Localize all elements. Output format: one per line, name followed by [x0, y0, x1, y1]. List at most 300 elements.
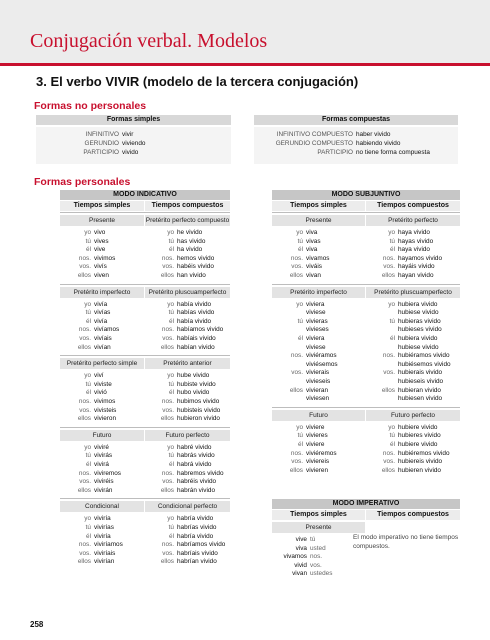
conjugation-row	[60, 381, 144, 390]
person-label: yo	[388, 300, 395, 308]
conjugation-row	[60, 541, 144, 550]
conjugation-row	[145, 272, 230, 281]
conjugation-row	[272, 361, 365, 370]
simple-tense-header: Presente	[60, 215, 144, 226]
verb-form: hayáis vivido	[398, 263, 435, 271]
verb-form: hubierais vivido	[398, 369, 443, 377]
compound-tense-header: Condicional perfecto	[145, 501, 230, 512]
conjugation-row	[272, 335, 365, 344]
person-label: ellos	[77, 415, 91, 423]
verb-form: vivamos	[283, 553, 307, 561]
person-label: ellos	[77, 486, 91, 494]
verb-form: habréis vivido	[177, 478, 217, 486]
conjugation-row	[60, 461, 144, 470]
person-label: yo	[84, 443, 91, 451]
verb-form: vivieren	[306, 466, 329, 474]
verb-form: vivieron	[94, 415, 117, 423]
person-label: él	[86, 317, 91, 325]
verb-form: habríamos vivido	[177, 541, 226, 549]
simple-conjugation-list	[272, 424, 365, 476]
table-rule	[272, 407, 460, 408]
conjugation-row	[366, 424, 460, 433]
conjugation-row	[60, 550, 144, 559]
verb-form: hemos vivido	[177, 254, 215, 262]
conjugation-row	[60, 309, 144, 318]
person-label: él	[86, 460, 91, 468]
conjugation-row	[145, 558, 230, 567]
conjugation-row	[60, 515, 144, 524]
conjugation-row	[366, 309, 460, 318]
imperativo-presente-header: Presente	[272, 522, 365, 533]
conjugation-row	[145, 415, 230, 424]
imperative-row	[272, 545, 365, 554]
verb-form: vivimos	[94, 254, 116, 262]
simple-conjugation-list	[60, 372, 144, 424]
verb-form: habría vivido	[177, 515, 214, 523]
form-value: no tiene forma compuesta	[356, 149, 430, 156]
person-label: yo	[84, 515, 91, 523]
conjugation-row	[145, 372, 230, 381]
person-label: ellos	[381, 466, 395, 474]
verb-form: vivíamos	[94, 326, 120, 334]
conjugation-row	[272, 263, 365, 272]
simple-tense-header: Futuro	[60, 430, 144, 441]
person-label	[366, 326, 398, 335]
verb-form: había vivido	[177, 317, 212, 325]
verb-form: hubiese vivido	[398, 309, 439, 317]
conjugation-row	[272, 238, 365, 247]
compound-tense-header: Pretérito pluscuamperfecto	[366, 287, 460, 298]
conjugation-row	[60, 533, 144, 542]
conjugation-row	[366, 255, 460, 264]
verb-form: viviese	[306, 343, 326, 351]
verb-form: vivía	[94, 300, 108, 308]
verb-form: vivierais	[306, 369, 330, 377]
conjugation-row	[366, 395, 460, 404]
table-rule	[60, 284, 230, 285]
person-label	[366, 309, 398, 318]
conjugation-row	[145, 238, 230, 247]
verb-form: hubieras vivido	[398, 317, 441, 325]
verb-form: hayan vivido	[398, 271, 434, 279]
person-label: él	[390, 440, 395, 448]
compound-tense-header: Futuro perfecto	[145, 430, 230, 441]
conjugation-row	[272, 326, 365, 335]
person-label: tú	[389, 432, 395, 440]
conjugation-row	[272, 424, 365, 433]
person-label: tú	[297, 317, 303, 325]
conjugation-row	[60, 389, 144, 398]
person-label: nos.	[382, 254, 395, 262]
person-label: él	[169, 389, 174, 397]
verb-form: viven	[94, 271, 109, 279]
conjugation-row	[272, 378, 365, 387]
person-label: él	[86, 389, 91, 397]
person-label: nos.	[161, 326, 174, 334]
conjugation-row	[60, 372, 144, 381]
person-label: vos.	[79, 549, 91, 557]
verb-form: habéis vivido	[177, 263, 214, 271]
verb-form: vivieres	[306, 432, 328, 440]
person-label: nos.	[78, 397, 91, 405]
simple-tense-header: Futuro	[272, 410, 365, 421]
person-label: nos.	[290, 352, 303, 360]
compound-conjugation-list	[145, 515, 230, 567]
person-label: nos.	[382, 449, 395, 457]
verb-form: viviera	[306, 300, 325, 308]
verb-form: viva	[295, 544, 307, 552]
conjugation-row	[60, 452, 144, 461]
imperativo-col-simples: Tiempos simples	[272, 510, 365, 520]
person-label: yo	[296, 423, 303, 431]
verb-form: vive	[295, 536, 307, 543]
conjugation-row	[272, 467, 365, 476]
conjugation-row	[272, 369, 365, 378]
subjuntivo-col-simples: Tiempos simples	[272, 201, 365, 211]
conjugation-row	[60, 524, 144, 533]
simple-tense-header: Pretérito imperfecto	[272, 287, 365, 298]
conjugation-row	[145, 229, 230, 238]
verb-form: hubiéramos vivido	[398, 352, 450, 360]
compound-conjugation-list	[366, 301, 460, 404]
person-label: ellos	[289, 466, 303, 474]
person-label: tú	[168, 523, 174, 531]
verb-form: habrías vivido	[177, 523, 217, 531]
person-label: tú	[85, 237, 91, 245]
person-label	[272, 378, 306, 387]
verb-form: viviéremos	[306, 449, 337, 457]
compound-tense-header: Pretérito anterior	[145, 358, 230, 369]
conjugation-row	[366, 229, 460, 238]
verb-form: vivirías	[94, 523, 114, 531]
person-label: vos.	[383, 263, 395, 271]
conjugation-row	[272, 246, 365, 255]
verb-form: vivíais	[94, 334, 112, 342]
conjugation-row	[60, 301, 144, 310]
verb-form: he vivido	[177, 229, 203, 236]
verb-form: viva	[306, 229, 318, 236]
verb-form: vivirían	[94, 558, 115, 566]
conjugation-row	[60, 326, 144, 335]
imperative-row	[272, 570, 365, 579]
verb-form: viviere	[306, 423, 325, 431]
form-value: viviendo	[122, 140, 146, 147]
verb-form: hube vivido	[177, 372, 210, 380]
verb-form: hubiéremos vivido	[398, 449, 450, 457]
person-label: yo	[84, 300, 91, 308]
conjugation-row	[145, 344, 230, 353]
conjugation-row	[145, 487, 230, 496]
verb-form: habíais vivido	[177, 334, 216, 342]
imperativo-title: MODO IMPERATIVO	[272, 499, 460, 509]
person-label: ellos	[77, 558, 91, 566]
form-label: INFINITIVO COMPUESTO	[276, 131, 353, 138]
person-label: él	[86, 532, 91, 540]
verb-form: hubisteis vivido	[177, 406, 221, 414]
verb-form: habías vivido	[177, 309, 215, 317]
verb-form: haya vivido	[398, 246, 430, 254]
verb-form: vivieseis	[306, 377, 331, 385]
table-rule	[60, 355, 230, 356]
person-label: ellos	[77, 271, 91, 279]
person-label: tú	[85, 380, 91, 388]
verb-form: viva	[306, 246, 318, 254]
conjugation-row	[145, 326, 230, 335]
person-label: yo	[84, 372, 91, 380]
imperativo-presente-list	[272, 536, 365, 579]
verb-form: vivan	[292, 570, 307, 578]
person-label: nos.	[161, 541, 174, 549]
verb-form: vivieses	[306, 326, 329, 334]
verb-form: hubieran vivido	[398, 386, 441, 394]
person-label: vos.	[291, 369, 303, 377]
verb-form: haya vivido	[398, 229, 430, 236]
person-label: ustedes	[310, 570, 333, 578]
compound-conjugation-list	[366, 229, 460, 281]
conjugation-row	[366, 441, 460, 450]
person-label: él	[298, 440, 303, 448]
person-label	[272, 326, 306, 335]
person-label: nos.	[161, 469, 174, 477]
verb-form: vivís	[94, 263, 107, 271]
simple-conjugation-list	[60, 301, 144, 353]
conjugation-row	[60, 415, 144, 424]
imperativo-note: El modo imperativo no tiene tiempos compuestos.	[353, 534, 459, 550]
verb-form: habrán vivido	[177, 486, 216, 494]
person-label: vos.	[162, 478, 174, 486]
person-label	[366, 378, 398, 387]
person-label: tú	[168, 237, 174, 245]
verb-form: hayas vivido	[398, 237, 434, 245]
verb-form: habrá vivido	[177, 460, 212, 468]
indicativo-title: MODO INDICATIVO	[60, 190, 230, 200]
conjugation-row	[145, 452, 230, 461]
person-label: vos.	[79, 478, 91, 486]
person-label: yo	[167, 372, 174, 380]
person-label: nos.	[161, 397, 174, 405]
verb-form: vivimos	[94, 397, 116, 405]
conjugation-row	[366, 369, 460, 378]
verb-form: hubieses vivido	[398, 326, 442, 334]
person-label: yo	[296, 229, 303, 236]
conjugation-row	[60, 344, 144, 353]
conjugation-row	[272, 309, 365, 318]
conjugation-row	[60, 398, 144, 407]
person-label: vos.	[291, 263, 303, 271]
conjugation-row	[145, 309, 230, 318]
conjugation-row	[145, 335, 230, 344]
form-label: PARTICIPIO	[317, 149, 353, 156]
imperative-row	[272, 553, 365, 562]
verb-form: habrían vivido	[177, 558, 217, 566]
conjugation-row	[366, 246, 460, 255]
compound-conjugation-list	[145, 229, 230, 281]
verb-form: ha vivido	[177, 246, 203, 254]
person-label: vos.	[291, 458, 303, 466]
verb-form: hubiste vivido	[177, 380, 216, 388]
conjugation-row	[60, 272, 144, 281]
conjugation-row	[272, 387, 365, 396]
no-personales-heading: Formas no personales	[34, 100, 147, 112]
form-value: habiendo vivido	[356, 140, 401, 147]
person-label: tú	[85, 452, 91, 460]
compound-conjugation-list	[145, 372, 230, 424]
simple-tense-header: Pretérito imperfecto	[60, 287, 144, 298]
conjugation-row	[272, 301, 365, 310]
verb-form: hubieres vivido	[398, 432, 441, 440]
verb-form: hubiera vivido	[398, 334, 438, 342]
person-label: yo	[167, 443, 174, 451]
person-label: ellos	[160, 558, 174, 566]
verb-form: viviré	[94, 443, 109, 451]
conjugation-row	[272, 432, 365, 441]
person-label: yo	[388, 423, 395, 431]
person-label: ellos	[381, 386, 395, 394]
verb-form: viviría	[94, 515, 111, 523]
verb-form: viviríais	[94, 549, 116, 557]
conjugation-row	[272, 458, 365, 467]
conjugation-row	[145, 389, 230, 398]
verb-form: hubo vivido	[177, 389, 210, 397]
person-label: vos.	[79, 406, 91, 414]
person-label: ellos	[160, 486, 174, 494]
compound-conjugation-list	[366, 424, 460, 476]
person-label: él	[169, 460, 174, 468]
person-label: yo	[167, 229, 174, 236]
verb-form: vivieras	[306, 317, 328, 325]
verb-form: vivo	[94, 229, 106, 236]
chapter-title: Conjugación verbal. Modelos	[30, 30, 268, 52]
imperative-row	[272, 536, 365, 545]
person-label: tú	[85, 309, 91, 317]
verb-form: viviría	[94, 532, 111, 540]
table-rule	[60, 427, 230, 428]
conjugation-row	[60, 255, 144, 264]
conjugation-row	[272, 318, 365, 327]
conjugation-row	[60, 407, 144, 416]
person-label	[272, 309, 306, 318]
person-label: vos.	[79, 263, 91, 271]
verb-form: vive	[94, 246, 106, 254]
conjugation-row	[60, 470, 144, 479]
conjugation-row	[366, 450, 460, 459]
person-label: usted	[310, 544, 326, 552]
person-label: yo	[296, 300, 303, 308]
verb-form: vivirán	[94, 486, 113, 494]
verb-form: hubiere vivido	[398, 440, 438, 448]
conjugation-row	[145, 255, 230, 264]
form-label: PARTICIPIO	[83, 149, 119, 156]
simple-tense-header: Condicional	[60, 501, 144, 512]
verb-form: vivamos	[306, 254, 330, 262]
verb-form: has vivido	[177, 237, 206, 245]
person-label: él	[169, 532, 174, 540]
form-label: INFINITIVO	[85, 131, 119, 138]
verb-form: viviéramos	[306, 352, 337, 360]
person-label: ellos	[160, 271, 174, 279]
conjugation-row	[145, 407, 230, 416]
conjugation-row	[145, 524, 230, 533]
verb-form: viviera	[306, 334, 325, 342]
personales-heading: Formas personales	[34, 176, 131, 188]
conjugation-row	[145, 318, 230, 327]
conjugation-row	[145, 533, 230, 542]
imperativo-col-compuestos: Tiempos compuestos	[366, 510, 460, 520]
verb-form: habíamos vivido	[177, 326, 224, 334]
verb-form: viví	[94, 372, 104, 380]
verb-form: habían vivido	[177, 343, 215, 351]
person-label: tú	[168, 380, 174, 388]
person-label: vos.	[310, 561, 322, 569]
conjugation-row	[60, 246, 144, 255]
verb-form: hubiere vivido	[398, 423, 438, 431]
imperative-row	[272, 562, 365, 571]
conjugation-row	[366, 326, 460, 335]
formas-simples-header: Formas simples	[36, 115, 231, 125]
verb-form: vivías	[94, 309, 111, 317]
conjugation-row	[145, 301, 230, 310]
verb-form: vivirás	[94, 452, 113, 460]
verb-form: hubieron vivido	[177, 415, 220, 423]
verb-form: hubieseis vivido	[398, 377, 444, 385]
conjugation-row	[366, 352, 460, 361]
person-label: tú	[168, 309, 174, 317]
conjugation-row	[145, 550, 230, 559]
indicativo-col-simples: Tiempos simples	[60, 201, 144, 211]
verb-form: viviste	[94, 380, 112, 388]
conjugation-row	[60, 444, 144, 453]
conjugation-row	[145, 263, 230, 272]
simple-conjugation-list	[272, 301, 365, 404]
conjugation-row	[366, 272, 460, 281]
verb-form: han vivido	[177, 271, 206, 279]
verb-form: viviésemos	[306, 360, 338, 368]
verb-form: vivieran	[306, 386, 329, 394]
verb-form: vivió	[94, 389, 107, 397]
verb-form: habrás vivido	[177, 452, 215, 460]
conjugation-row	[272, 352, 365, 361]
person-label: vos.	[162, 334, 174, 342]
compound-conjugation-list	[145, 301, 230, 353]
person-label: ellos	[289, 271, 303, 279]
subjuntivo-title: MODO SUBJUNTIVO	[272, 190, 460, 200]
simple-conjugation-list	[60, 229, 144, 281]
person-label: vos.	[383, 458, 395, 466]
conjugation-row	[366, 432, 460, 441]
conjugation-row	[366, 263, 460, 272]
formas-compuestas-header: Formas compuestas	[254, 115, 458, 125]
person-label: él	[390, 334, 395, 342]
verb-form: viviréis	[94, 478, 114, 486]
verb-form: hubimos vivido	[177, 397, 220, 405]
verb-form: habría vivido	[177, 532, 214, 540]
table-rule	[60, 498, 230, 499]
page-number: 258	[30, 620, 44, 629]
verb-form: hubiesen vivido	[398, 395, 443, 403]
compound-conjugation-list	[145, 444, 230, 496]
person-label: tú	[297, 237, 303, 245]
person-label: yo	[84, 229, 91, 236]
conjugation-row	[60, 229, 144, 238]
person-label	[366, 344, 398, 353]
person-label: él	[86, 246, 91, 254]
person-label	[272, 361, 306, 370]
conjugation-row	[366, 335, 460, 344]
form-row	[254, 148, 458, 157]
table-rule	[60, 212, 230, 213]
compound-tense-header: Pretérito perfecto compuesto	[145, 217, 230, 224]
person-label: vos.	[162, 549, 174, 557]
